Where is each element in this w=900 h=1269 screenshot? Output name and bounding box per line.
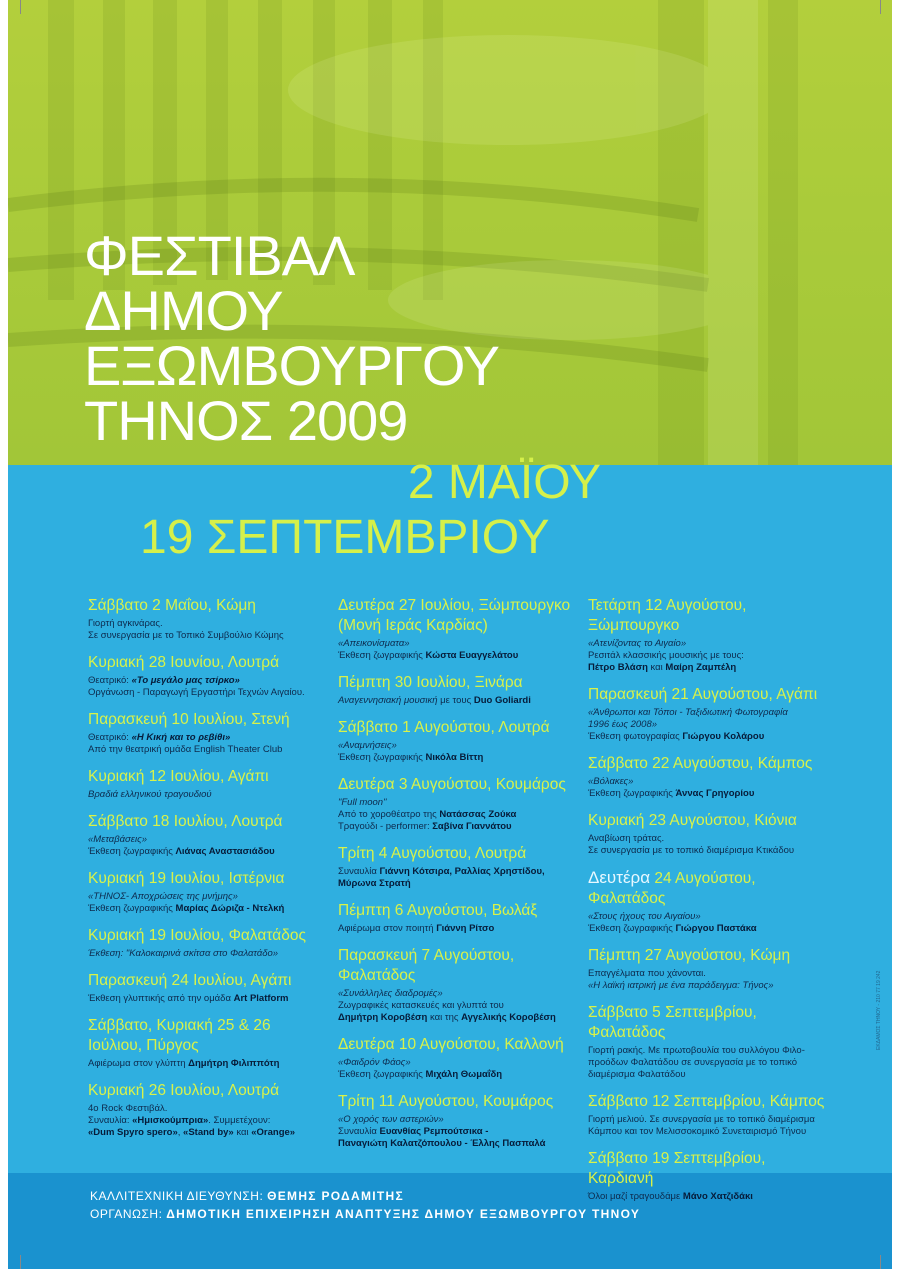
- event-detail: Έκθεση ζωγραφικής Κώστα Ευαγγελάτου: [338, 650, 519, 661]
- event-heading: Κυριακή 26 Ιουλίου, Λουτρά: [88, 1082, 280, 1099]
- program-column-1: [88, 596, 328, 1150]
- event-heading: Σάββατο 1 Αυγούστου, Λουτρά: [338, 719, 550, 736]
- event-item: [88, 596, 328, 642]
- event-detail: «Dum Spyro spero», «Stand by» και «Orange»: [88, 1127, 296, 1138]
- event-detail: Από το χοροθέατρο της Νατάσσας Ζούκα: [338, 809, 517, 820]
- event-detail: Έκθεση ζωγραφικής Λιάνας Αναστασιάδου: [88, 846, 275, 857]
- event-item: [88, 710, 328, 756]
- event-item: [88, 812, 328, 858]
- event-heading: Σάββατο 5 Σεπτεμβρίου, Φαλατάδος: [588, 1004, 757, 1041]
- event-item: [338, 775, 578, 833]
- event-detail: Συναυλία: «Ημισκούμπρια». Συμμετέχουν:: [88, 1115, 271, 1126]
- event-heading: Κυριακή 19 Ιουλίου, Φαλατάδος: [88, 927, 306, 944]
- event-item: [338, 1092, 578, 1150]
- weekday-label: Δευτέρα: [588, 868, 651, 887]
- event-detail: Σε συνεργασία με το Τοπικό Συμβούλιο Κώμης: [88, 630, 284, 641]
- event-detail: Από την θεατρική ομάδα English Theater Club: [88, 744, 283, 755]
- event-detail: 4ο Rock Φεστιβάλ.: [88, 1103, 168, 1114]
- event-detail: «ΤΗΝΟΣ- Αποχρώσεις της μνήμης»: [88, 891, 238, 902]
- event-detail: Αφιέρωμα στον γλύπτη Δημήτρη Φιλιππότη: [88, 1058, 280, 1069]
- event-heading: Σάββατο 19 Σεπτεμβρίου, Καρδιανή: [588, 1150, 766, 1187]
- program-column-3: [588, 596, 828, 1214]
- event-detail: «Η λαϊκή ιατρική με ένα παράδειγμα: Τήνος»: [588, 980, 774, 991]
- event-heading: Δευτέρα 27 Ιουλίου, Ξώμπουργκο (Μονή Ιεράς Καρδίας): [338, 597, 571, 634]
- event-detail: Ζωγραφικές κατασκευές και γλυπτά του: [338, 1000, 504, 1011]
- event-detail: Συναυλία Ευανθίας Ρεμπούτσικα -: [338, 1126, 489, 1137]
- event-detail: Αναγεννησιακή μουσική με τους Duo Goliardi: [338, 695, 531, 706]
- event-heading: Κυριακή 12 Ιουλίου, Αγάπι: [88, 768, 269, 785]
- event-detail: Τραγούδι - performer: Σαβίνα Γιαννάτου: [338, 821, 512, 832]
- event-heading: Τρίτη 4 Αυγούστου, Λουτρά: [338, 845, 527, 862]
- event-detail: Έκθεση ζωγραφικής Νικόλα Βίττη: [338, 752, 484, 763]
- event-detail: «Μεταβάσεις»: [88, 834, 147, 845]
- event-detail: "Full moon": [338, 797, 387, 808]
- event-detail: «Στους ήχους του Αιγαίου»: [588, 911, 701, 922]
- event-item: [588, 754, 828, 800]
- event-detail: Έκθεση: "Καλοκαιρινά σκίτσα στο Φαλατάδο»: [88, 948, 279, 959]
- title-line: ΔΗΜΟΥ: [84, 279, 283, 342]
- event-detail: «Ο χορός των αστεριών»: [338, 1114, 444, 1125]
- crop-mark: [880, 0, 881, 14]
- event-heading: Σάββατο 12 Σεπτεμβρίου, Κάμπος: [588, 1093, 825, 1110]
- event-heading: Σάββατο 2 Μαΐου, Κώμη: [88, 597, 256, 614]
- event-detail: Όλοι μαζί τραγουδάμε Μάνο Χατζιδάκι: [588, 1191, 753, 1202]
- event-detail: Έκθεση φωτογραφίας Γιώργου Κολάρου: [588, 731, 765, 742]
- crop-mark: [20, 0, 21, 14]
- event-detail: «Συνάλληλες διαδρομές»: [338, 988, 443, 999]
- artistic-direction-line: ΚΑΛΛΙΤΕΧΝΙΚΗ ΔΙΕΥΘΥΝΣΗ: ΘΕΜΗΣ ΡΟΔΑΜΙΤΗΣ: [90, 1189, 404, 1203]
- event-heading: Σάββατο 18 Ιουλίου, Λουτρά: [88, 813, 283, 830]
- event-detail: διαμέρισμα Φαλατάδου: [588, 1069, 686, 1080]
- event-heading: Δευτέρα 24 Αυγούστου, Φαλατάδος: [588, 868, 756, 907]
- event-item: [88, 926, 328, 960]
- program-column-2: [338, 596, 578, 1161]
- title-line: ΤΗΝΟΣ 2009: [84, 389, 408, 452]
- date-end: 19 ΣΕΠΤΕΜΒΡΙΟΥ: [140, 511, 550, 564]
- event-item: [338, 596, 578, 662]
- event-item: [588, 596, 828, 674]
- event-item: [588, 685, 828, 743]
- event-detail: Ρεσιτάλ κλασσικής μουσικής με τους:: [588, 650, 744, 661]
- event-item: [338, 1035, 578, 1081]
- event-item: [88, 1016, 328, 1070]
- event-heading: Κυριακή 19 Ιουλίου, Ιστέρνια: [88, 870, 285, 887]
- event-item: [338, 946, 578, 1024]
- organization-line: ΟΡΓΑΝΩΣΗ: ΔΗΜΟΤΙΚΗ ΕΠΙΧΕΙΡΗΣΗ ΑΝΑΠΤΥΞΗΣ ΔΗΜΟΥ ΕΞΩΜΒΟΥΡΓΟΥ ΤΗΝΟΥ: [90, 1207, 641, 1221]
- event-detail: Βραδιά ελληνικού τραγουδιού: [88, 789, 212, 800]
- event-heading: Δευτέρα 3 Αυγούστου, Κουμάρος: [338, 776, 566, 793]
- event-heading: Παρασκευή 7 Αυγούστου, Φαλατάδος: [338, 947, 515, 984]
- event-item: [88, 767, 328, 801]
- event-detail: «Άνθρωποι και Τόποι - Ταξιδιωτική Φωτογραφία: [588, 707, 788, 718]
- event-item: [88, 869, 328, 915]
- event-detail: Έκθεση ζωγραφικής Μαρίας Δώριζα - Ντελκή: [88, 903, 285, 914]
- printer-note: ΕΚΔΑΜΟΣ ΤΗΝΟΥ - 210 77 19 242: [876, 970, 882, 1050]
- event-heading: Σάββατο, Κυριακή 25 & 26 Ιούλιου, Πύργος: [88, 1017, 271, 1054]
- event-detail: Αναβίωση τράτας.: [588, 833, 665, 844]
- event-detail: «Απεικονίσματα»: [338, 638, 410, 649]
- event-detail: προόδων Φαλατάδου σε συνεργασία με το τοπικό: [588, 1057, 798, 1068]
- event-item: [588, 811, 828, 857]
- event-item: [588, 946, 828, 992]
- event-detail: Μύρωνα Στρατή: [338, 878, 411, 889]
- event-detail: Επαγγέλματα που χάνονται.: [588, 968, 706, 979]
- event-heading: Δευτέρα 10 Αυγούστου, Καλλονή: [338, 1036, 564, 1053]
- crop-mark: [880, 1255, 881, 1269]
- event-heading: Παρασκευή 21 Αυγούστου, Αγάπι: [588, 686, 818, 703]
- title-line: ΦΕΣΤΙΒΑΛ: [84, 224, 355, 287]
- event-detail: «Βόλακες»: [588, 776, 634, 787]
- event-heading: Πέμπτη 27 Αυγούστου, Κώμη: [588, 947, 791, 964]
- event-heading: Παρασκευή 24 Ιουλίου, Αγάπι: [88, 972, 292, 989]
- event-detail: Έκθεση ζωγραφικής Γιώργου Παστάκα: [588, 923, 757, 934]
- event-detail: Κάμπου και τον Μελισσοκομικό Συνεταιρισμό Τήνου: [588, 1126, 807, 1137]
- event-detail: Συναυλία Γιάννη Κότσιρα, Ραλλίας Χρηστίδου,: [338, 866, 545, 877]
- event-detail: «Αναμνήσεις»: [338, 740, 397, 751]
- event-detail: 1996 έως 2008»: [588, 719, 658, 730]
- event-item: [338, 844, 578, 890]
- event-detail: Οργάνωση - Παραγωγή Εργαστήρι Τεχνών Αιγαίου.: [88, 687, 305, 698]
- crop-mark: [20, 1255, 21, 1269]
- title-line: ΕΞΩΜΒΟΥΡΓΟΥ: [84, 334, 500, 397]
- festival-poster: [8, 0, 892, 1269]
- festival-title: [84, 224, 500, 452]
- event-item: [588, 1092, 828, 1138]
- event-item: [338, 673, 578, 707]
- event-detail: Γιορτή ρακής. Με πρωτοβουλία του συλλόγου Φιλο-: [588, 1045, 805, 1056]
- event-detail: Δημήτρη Κοροβέση και της Αγγελικής Κοροβέση: [338, 1012, 556, 1023]
- event-detail: Θεατρικό: «Το μεγάλο μας τσίρκο»: [88, 675, 240, 686]
- footer-credits: [90, 1187, 640, 1223]
- event-item: [588, 1003, 828, 1081]
- event-heading: Τετάρτη 12 Αυγούστου, Ξώμπουργκο: [588, 597, 747, 634]
- event-heading: Κυριακή 28 Ιουνίου, Λουτρά: [88, 654, 280, 671]
- event-detail: Πέτρο Βλάση και Μαίρη Ζαμπέλη: [588, 662, 737, 673]
- event-detail: Θεατρικό: «Η Κική και το ρεβίθι»: [88, 732, 231, 743]
- event-detail: «Φαιδρόν Φάος»: [338, 1057, 411, 1068]
- event-item: [338, 901, 578, 935]
- event-heading: Τρίτη 11 Αυγούστου, Κουμάρος: [338, 1093, 554, 1110]
- event-detail: Έκθεση ζωγραφικής Μιχάλη Θωμαΐδη: [338, 1069, 503, 1080]
- event-heading: Σάββατο 22 Αυγούστου, Κάμπος: [588, 755, 813, 772]
- event-detail: Έκθεση ζωγραφικής Άννας Γρηγορίου: [588, 788, 755, 799]
- event-detail: Αφιέρωμα στον ποιητή Γιάννη Ρίτσο: [338, 923, 495, 934]
- event-detail: Γιορτή αγκινάρας.: [88, 618, 163, 629]
- event-item: [338, 718, 578, 764]
- date-start: 2 ΜΑΪΟΥ: [407, 456, 601, 509]
- event-heading: Κυριακή 23 Αυγούστου, Κιόνια: [588, 812, 797, 829]
- event-detail: Σε συνεργασία με το τοπικό διαμέρισμα Κτικάδου: [588, 845, 795, 856]
- event-detail: Παναγιώτη Καλατζόπουλου - Έλλης Πασπαλά: [338, 1138, 546, 1149]
- event-detail: Έκθεση γλυπτικής από την ομάδα Art Platform: [88, 993, 289, 1004]
- event-heading: Παρασκευή 10 Ιουλίου, Στενή: [88, 711, 290, 728]
- event-detail: «Ατενίζοντας το Αιγαίο»: [588, 638, 687, 649]
- event-heading: Πέμπτη 30 Ιουλίου, Ξινάρα: [338, 674, 523, 691]
- event-item: [588, 868, 828, 935]
- event-item: [88, 1081, 328, 1139]
- event-detail: Γιορτή μελιού. Σε συνεργασία με το τοπικό διαμέρισμα: [588, 1114, 815, 1125]
- event-item: [88, 971, 328, 1005]
- event-item: [88, 653, 328, 699]
- event-heading: Πέμπτη 6 Αυγούστου, Βωλάξ: [338, 902, 538, 919]
